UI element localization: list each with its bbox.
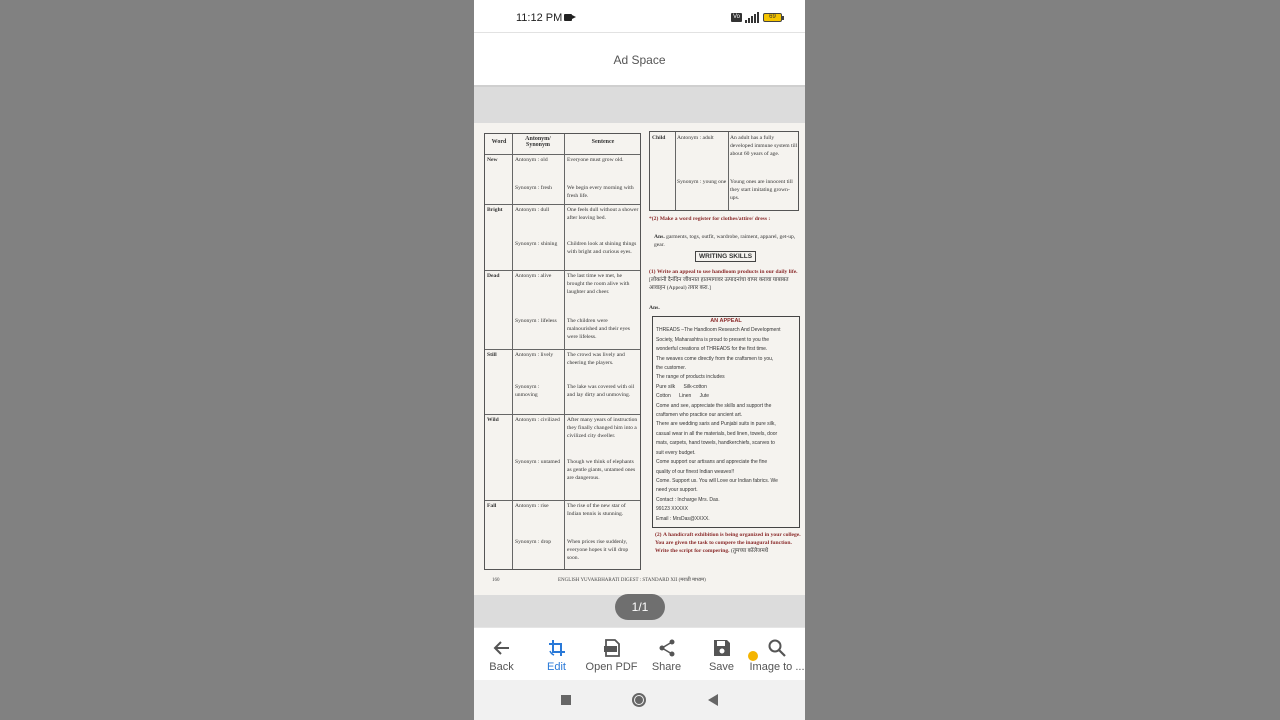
q-last-block <box>655 531 802 555</box>
battery-icon: 69 <box>763 13 782 22</box>
appeal-line: Come and see, appreciate the skills and support the <box>656 402 772 409</box>
back-button[interactable] <box>474 628 529 681</box>
edit-button[interactable] <box>529 628 584 681</box>
back-label: Back <box>489 661 514 673</box>
q2-answer: garments, togs, outfit, wardrobe, raiment, apparel, get-up, gear. <box>654 234 796 248</box>
footer-title: ENGLISH YUVAKBHARATI DIGEST : STANDARD XII (मराठी माध्यम) <box>558 578 706 583</box>
q-last-text: A handicraft exhibition is being organized in your college. You are given the task to compere the inaugural function. Write the script for compering. <box>655 532 801 554</box>
appeal-line: mats, carpets, hand towels, handkerchiefs, scarves to <box>656 440 775 447</box>
save-button[interactable] <box>694 628 749 681</box>
table-synonym-sentence: When prices rise suddenly, everyone hopes it will drop soon. <box>567 539 629 561</box>
table-antonym-sentence: One feels dull without a shower after leaving bed. <box>567 207 639 221</box>
writing-skills-heading: WRITING SKILLS <box>695 251 756 262</box>
header-sentence: Sentence <box>591 139 615 145</box>
appeal-body <box>656 326 796 524</box>
table-synonym-sentence: We begin every morning with fresh life. <box>567 185 634 199</box>
appeal-line: 99123 XXXXX <box>656 506 688 513</box>
video-camera-icon <box>564 14 572 21</box>
image-to-label: Image to ... <box>749 661 805 673</box>
table-antonym-sentence: The crowd was lively and cheering the players. <box>567 352 625 366</box>
appeal-line: Email : MrsDas@XXXX. <box>656 515 710 522</box>
signal-icon <box>745 12 759 23</box>
appeal-line: suit every budget. <box>656 449 696 456</box>
premium-badge-icon <box>748 651 758 661</box>
appeal-line: wonderful creations of THREADS for the first time. <box>656 346 768 353</box>
table-synonym-sentence: Though we think of elephants as gentle giants, untamed ones are dangerous. <box>567 459 636 481</box>
open-pdf-button[interactable] <box>584 628 639 681</box>
q2-text: Make a word register for clothes/attire/ dress : <box>659 216 771 222</box>
appeal-line: the customer. <box>656 365 687 372</box>
right-column <box>649 131 802 571</box>
ad-label: Ad Space <box>613 53 666 67</box>
appeal-line: The weaves come directly from the craftsmen to you, <box>656 355 774 362</box>
table-synonym: Synonym : untamed <box>515 459 561 465</box>
q2-ans-label: Ans. <box>654 234 665 240</box>
share-button[interactable] <box>639 628 694 681</box>
bottom-toolbar <box>474 627 805 681</box>
share-label: Share <box>651 661 682 673</box>
header-antonym-synonym: Antonym/ Synonym <box>525 136 551 148</box>
page-footer <box>492 577 706 583</box>
q1-label: (1) <box>649 269 656 275</box>
appeal-line: need your support. <box>656 487 698 494</box>
q1-ans-label: Ans. <box>649 305 660 311</box>
recents-square-icon[interactable] <box>561 695 571 705</box>
page-indicator: 1/1 <box>615 594 665 620</box>
edit-label: Edit <box>547 661 566 673</box>
child-table <box>649 131 799 211</box>
q-last-marathi: (तुमच्या कॉलेजमधे <box>730 548 769 554</box>
table-word: Dead <box>487 273 500 279</box>
table-synonym: Synonym : shining <box>515 241 558 247</box>
table-word: New <box>487 157 498 163</box>
home-circle-icon[interactable] <box>632 693 646 707</box>
share-icon <box>657 638 677 658</box>
vocabulary-table <box>484 133 641 570</box>
q2-answer-block <box>654 233 802 249</box>
q1-block <box>649 268 801 292</box>
appeal-line: THREADS –The Handloom Research And Development <box>656 327 781 334</box>
table-synonym-sentence: Children look at shining things with bright and curious eyes. <box>567 241 637 255</box>
save-label: Save <box>708 661 735 673</box>
ad-banner[interactable] <box>474 32 805 88</box>
header-word: Word <box>491 139 507 145</box>
child-synonym: Synonym : young one <box>677 179 727 185</box>
table-word: Bright <box>487 207 503 213</box>
page-number: 160 <box>492 578 500 583</box>
table-word: Fall <box>487 503 497 509</box>
appeal-line: There are wedding saris and Punjabi suits in pure silk, <box>656 421 776 428</box>
phone-screen <box>474 0 805 720</box>
appeal-line: casual wear in all the materials, bed linen, towels, door <box>656 430 778 437</box>
table-word: Still <box>487 352 497 358</box>
table-antonym-sentence: After many years of instruction they finally changed him into a civilized city dweller. <box>567 417 638 439</box>
table-synonym: Synonym : drop <box>515 539 552 545</box>
crop-rotate-icon <box>547 638 567 658</box>
appeal-title: AN APPEAL <box>710 318 742 324</box>
q2-label: *(2) <box>649 216 659 222</box>
appeal-line: craftsmen who practice our ancient art. <box>656 412 743 419</box>
document-page-image <box>474 123 805 595</box>
status-bar <box>474 0 805 34</box>
table-antonym-sentence: Everyone must grow old. <box>567 157 624 163</box>
volte-icon: Vo <box>732 14 740 20</box>
table-synonym-sentence: The children were malnourished and their eyes were lifeless. <box>567 318 630 340</box>
table-antonym: Antonym : old <box>515 157 548 163</box>
q1-text: Write an appeal to use handloom products in our daily life. <box>656 269 798 275</box>
appeal-line: Cotton Linen Jute <box>656 393 710 400</box>
table-antonym-sentence: The rise of the new star of Indian tennis is stunning. <box>567 503 626 517</box>
table-word: Wild <box>487 417 499 423</box>
appeal-line: quality of our finest Indian weaves!! <box>656 468 735 475</box>
appeal-line: Pure silk Silk-cotton <box>656 383 707 390</box>
q-last-label: (2) <box>655 532 662 538</box>
table-antonym: Antonym : civilized <box>515 417 560 423</box>
q2-block <box>649 215 801 223</box>
open-pdf-label: Open PDF <box>585 661 638 673</box>
table-antonym: Antonym : dull <box>515 207 550 213</box>
image-search-icon <box>767 638 787 658</box>
table-synonym-sentence: The lake was covered with oil and lay dirty and unmoving. <box>567 384 635 398</box>
appeal-box <box>652 316 800 528</box>
table-synonym: Synonym : lifeless <box>515 318 557 324</box>
child-antonym: Antonym : adult <box>677 135 714 141</box>
table-antonym: Antonym : lively <box>515 352 554 358</box>
status-time: 11:12 PM <box>516 12 563 24</box>
appeal-line: Come. Support us. You will Love our Indian fabrics. We <box>656 477 778 484</box>
system-navigation-bar <box>474 680 805 720</box>
save-icon <box>712 638 732 658</box>
appeal-line: The range of products includes <box>656 374 725 381</box>
table-antonym: Antonym : alive <box>515 273 552 279</box>
q1-marathi: [लोकांनी दैनंदिन जीवनात हातमागावर उत्पादनांचा वापर करावा याबाबत आवाहन (Appeal) तयार करा.] <box>649 277 789 291</box>
table-synonym: Synonym : fresh <box>515 185 552 191</box>
back-triangle-icon[interactable] <box>708 694 718 706</box>
table-antonym-sentence: The last time we met, he brought the room alive with laughter and cheer. <box>567 273 630 295</box>
appeal-line: Come support our artisans and appreciate the fine <box>656 459 768 466</box>
arrow-left-icon <box>492 638 512 658</box>
image-viewer[interactable] <box>474 87 805 627</box>
table-antonym: Antonym : rise <box>515 503 549 509</box>
appeal-line: Contact : Incharge Mrs. Das. <box>656 496 720 503</box>
child-synonym-sentence: Young ones are innocent till they start imitating grown-ups. <box>730 179 793 201</box>
child-antonym-sentence: An adult has a fully developed immune system till about 60 years of age. <box>730 135 798 157</box>
word-child: Child <box>652 135 666 141</box>
table-synonym: Synonym : unmoving <box>515 384 540 398</box>
appeal-line: Society, Maharashtra is proud to present to you the <box>656 336 770 343</box>
pdf-icon <box>602 638 622 658</box>
